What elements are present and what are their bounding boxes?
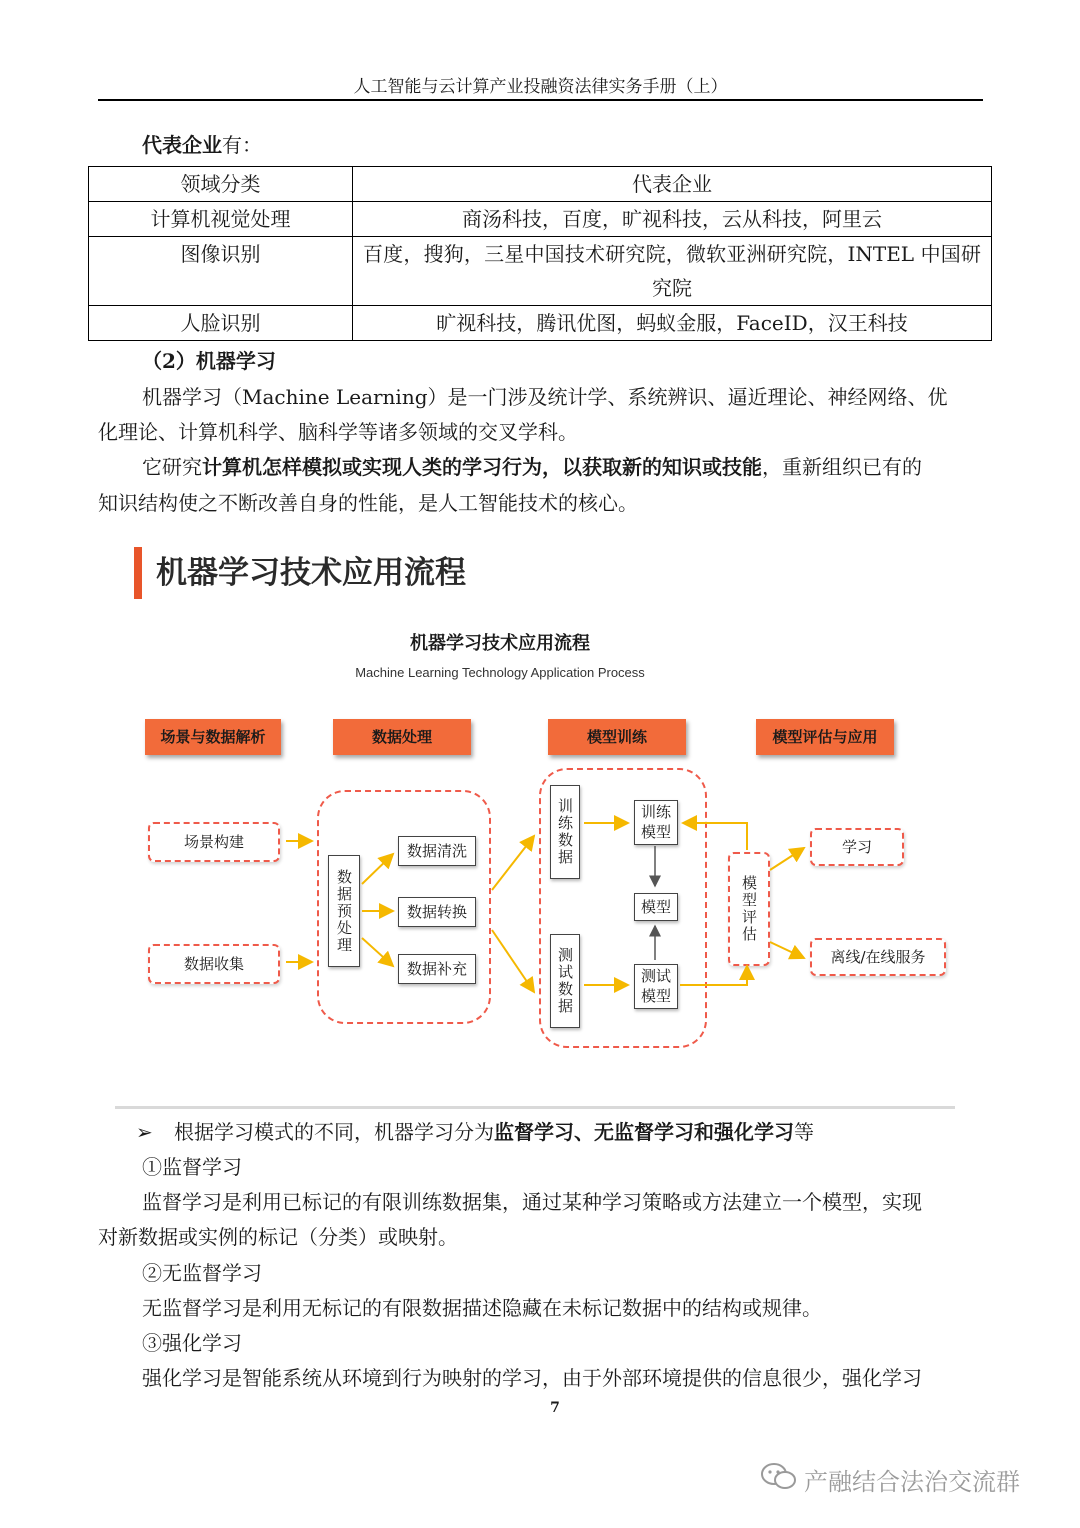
- data-supplement-box: 数据补充: [398, 954, 476, 984]
- table-header-field: 领域分类: [89, 167, 353, 202]
- learn-box: 学习: [810, 828, 904, 866]
- model-box: 模型: [634, 893, 678, 921]
- train-model-label-2: 模型: [640, 823, 671, 841]
- stage-scene-data-analysis: 场景与数据解析: [145, 719, 281, 755]
- table-cell-field: 人脸识别: [89, 306, 353, 341]
- unsupervised-line-1: 无监督学习是利用无标记的有限数据描述隐藏在未标记数据中的结构或规律。: [142, 1296, 822, 1320]
- arrow-evaluate-to-learn: [770, 848, 804, 870]
- wechat-icon: [760, 1462, 798, 1504]
- types-intro-line: [136, 1115, 814, 1149]
- supervised-line-2: 对新数据或实例的标记（分类）或映射。: [98, 1225, 458, 1249]
- reinforcement-title: ③强化学习: [142, 1331, 242, 1355]
- ml-paragraph-2-line-2: 知识结构使之不断改善自身的性能，是人工智能技术的核心。: [98, 491, 638, 515]
- model-evaluate-box: 模型评估: [728, 852, 770, 966]
- watermark-text: 产融结合法治交流群: [804, 1468, 1020, 1496]
- page-number: 7: [550, 1400, 560, 1416]
- train-data-box: 训练数据: [550, 785, 580, 879]
- test-model-label-1: 测试: [640, 967, 671, 985]
- supervised-title: ①监督学习: [142, 1155, 242, 1179]
- running-header: 人工智能与云计算产业投融资法律实务手册（上）: [353, 77, 728, 97]
- section-title: 机器学习技术应用流程: [156, 555, 466, 591]
- ml-paragraph-1-line-1: 机器学习（Machine Learning）是一门涉及统计学、系统辨识、逼近理论、神经网络、优: [142, 385, 948, 409]
- diagram-subtitle: Machine Learning Technology Application Process: [355, 665, 645, 680]
- table-cell-field: 图像识别: [89, 237, 353, 306]
- arrow-preprocess-to-clean: [362, 854, 393, 884]
- stage-model-evaluation: 模型评估与应用: [756, 719, 894, 755]
- ml-p2-post: ，重新组织已有的: [762, 455, 922, 479]
- service-box: 离线/在线服务: [810, 938, 946, 976]
- arrow-processing-to-train: [492, 836, 534, 890]
- data-clean-box: 数据清洗: [398, 836, 476, 866]
- watermark: [760, 1462, 1020, 1502]
- ml-heading: （2）机器学习: [142, 349, 276, 373]
- intro-bold: 代表企业: [142, 133, 222, 157]
- preprocess-box: 数据预处理: [328, 855, 360, 967]
- ml-p2-bold: 计算机怎样模拟或实现人类的学习行为，以获取新的知识或技能: [202, 455, 762, 479]
- intro-rest: 有：: [222, 133, 262, 157]
- table-cell-companies: 百度，搜狗，三星中国技术研究院，微软亚洲研究院，INTEL 中国研究院: [353, 237, 992, 306]
- supervised-line-1: 监督学习是利用已标记的有限训练数据集，通过某种学习策略或方法建立一个模型，实现: [142, 1190, 922, 1214]
- train-model-label-1: 训练: [640, 803, 671, 821]
- data-convert-box: 数据转换: [398, 897, 476, 927]
- scene-build-box: 场景构建: [148, 822, 280, 862]
- table-cell-field: 计算机视觉处理: [89, 202, 353, 237]
- ml-p2-pre: 它研究: [142, 455, 202, 479]
- test-model-label-2: 模型: [640, 987, 671, 1005]
- types-pre: 根据学习模式的不同，机器学习分为: [174, 1120, 494, 1144]
- reinforcement-line-1: 强化学习是智能系统从环境到行为映射的学习，由于外部环境提供的信息很少，强化学习: [142, 1366, 922, 1390]
- stage-model-training: 模型训练: [548, 719, 686, 755]
- arrow-processing-to-test: [492, 930, 534, 992]
- types-post: 等: [794, 1120, 814, 1144]
- arrow-evaluate-to-service: [770, 942, 804, 958]
- arrow-test-model-to-evaluate: [680, 966, 747, 985]
- table-cell-companies: 旷视科技，腾讯优图，蚂蚁金服，FaceID，汉王科技: [353, 306, 992, 341]
- diagram-title: 机器学习技术应用流程: [410, 633, 590, 654]
- types-bold: 监督学习、无监督学习和强化学习: [494, 1120, 794, 1144]
- ml-paragraph-1-line-2: 化理论、计算机科学、脑科学等诸多领域的交叉学科。: [98, 420, 578, 444]
- unsupervised-title: ②无监督学习: [142, 1261, 262, 1285]
- table-cell-companies: 商汤科技，百度，旷视科技，云从科技，阿里云: [353, 202, 992, 237]
- data-collect-box: 数据收集: [148, 944, 280, 984]
- table-header-companies: 代表企业: [353, 167, 992, 202]
- stage-data-processing: 数据处理: [333, 719, 471, 755]
- bullet-arrow-icon: ➢: [136, 1120, 153, 1144]
- arrow-preprocess-to-supplement: [362, 938, 393, 966]
- test-data-box: 测试数据: [550, 934, 580, 1028]
- arrow-evaluate-feedback-top: [683, 823, 747, 850]
- figure-separator: [115, 1106, 955, 1109]
